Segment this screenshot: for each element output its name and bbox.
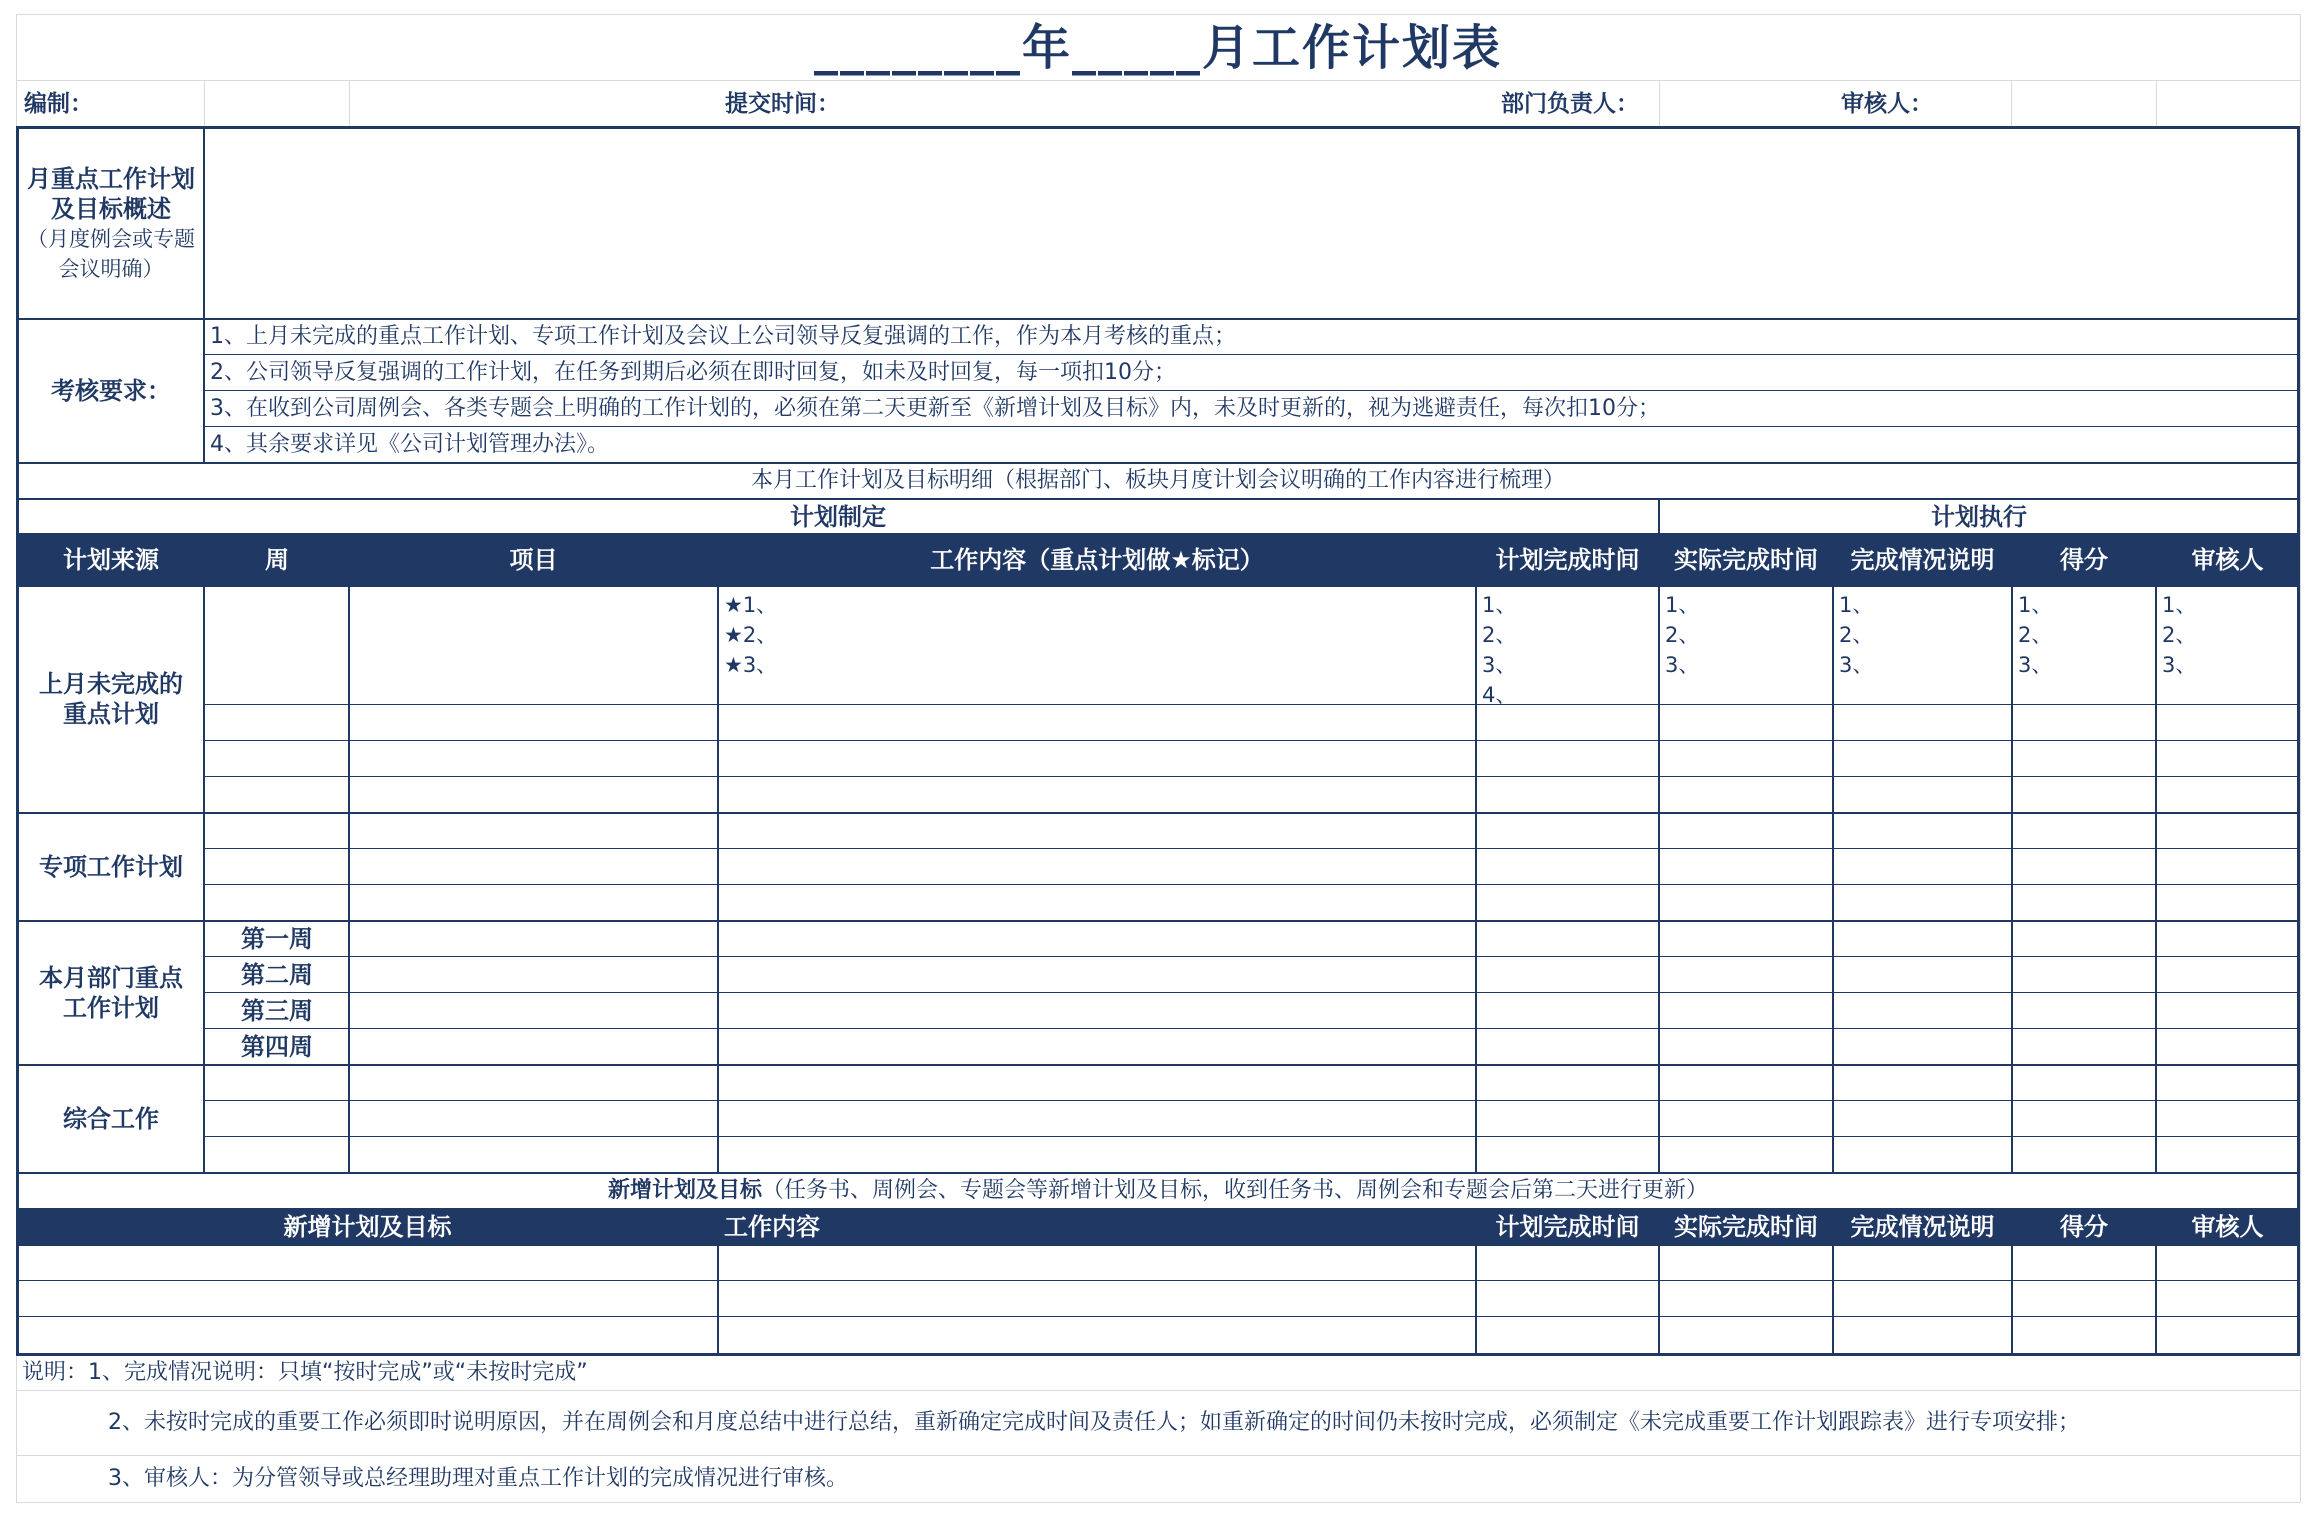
border-line xyxy=(1475,585,1477,1173)
new-col-header-plan-time: 计划完成时间 xyxy=(1477,1210,1658,1244)
border-line xyxy=(203,126,205,462)
reviewer-item: 2、 xyxy=(2162,623,2197,647)
source-general: 综合工作 xyxy=(63,1105,159,1133)
new-plan-caption xyxy=(18,1174,2298,1208)
border-line xyxy=(2011,585,2013,1173)
actual-time-item: 1、 xyxy=(1665,593,1700,617)
plan-group-header: 计划制定 xyxy=(790,503,886,531)
border-line xyxy=(204,1136,2300,1137)
border-line xyxy=(16,920,2300,922)
source-dept-key-text: 本月部门重点工作计划 xyxy=(39,964,183,1022)
actual-time-cell-first[interactable] xyxy=(1660,586,1832,704)
col-header-reviewer: 审核人 xyxy=(2157,535,2298,585)
new-col-header-actual-time: 实际完成时间 xyxy=(1660,1210,1832,1244)
new-col-header-plan: 新增计划及目标 xyxy=(18,1210,717,1244)
border-line xyxy=(16,812,2300,814)
border-line xyxy=(1658,498,1660,534)
col-header-source: 计划来源 xyxy=(18,535,204,585)
source-last-month-text: 上月未完成的重点计划 xyxy=(39,670,183,728)
content-item: ★3、 xyxy=(724,653,778,677)
reviewer-label: 审核人： xyxy=(1841,90,1933,117)
grid-line xyxy=(16,1502,2300,1503)
new-col-header-content: 工作内容 xyxy=(719,1210,1475,1244)
grid-line xyxy=(2300,14,2301,1502)
border-line xyxy=(204,390,2300,391)
grid-line xyxy=(16,80,2300,81)
week-label: 第三周 xyxy=(241,997,313,1025)
assessment-item: 1、上月未完成的重点工作计划、专项工作计划及会议上公司领导反复强调的工作，作为本月考核的重点； xyxy=(210,324,1237,350)
reviewer-item: 3、 xyxy=(2162,653,2197,677)
grid-line xyxy=(2011,80,2012,126)
border-line xyxy=(2155,585,2157,1173)
border-line xyxy=(204,1028,2300,1029)
border-line xyxy=(204,740,2300,741)
new-col-header-status: 完成情况说明 xyxy=(1834,1210,2011,1244)
border-line xyxy=(717,585,719,1173)
overview-content[interactable] xyxy=(206,130,2298,318)
score-cell-first[interactable] xyxy=(2013,586,2155,704)
border-line xyxy=(204,354,2300,355)
grid-line xyxy=(349,80,350,126)
border-line xyxy=(16,1172,2300,1174)
col-header-actual-time: 实际完成时间 xyxy=(1660,535,1832,585)
border-line xyxy=(204,956,2300,957)
overview-label-note: （月度例会或专题会议明确） xyxy=(27,227,195,281)
border-line xyxy=(16,1353,2300,1356)
border-line xyxy=(204,1100,2300,1101)
assessment-item: 4、其余要求详见《公司计划管理办法》。 xyxy=(210,432,609,458)
border-line xyxy=(16,1280,2300,1281)
plan-time-item: 3、 xyxy=(1482,653,1517,677)
plan-time-item: 2、 xyxy=(1482,623,1517,647)
new-plan-caption-note: （任务书、周例会、专题会等新增计划及目标，收到任务书、周例会和专题会后第二天进行更新） xyxy=(762,1178,1709,1204)
content-item: ★2、 xyxy=(724,623,778,647)
col-header-project: 项目 xyxy=(350,535,717,585)
overview-label xyxy=(18,130,204,318)
col-header-score: 得分 xyxy=(2013,535,2155,585)
content-cell-first[interactable] xyxy=(719,586,1475,704)
plan-time-cell-first[interactable] xyxy=(1477,586,1658,704)
border-line xyxy=(16,533,2300,535)
plan-time-item: 4、 xyxy=(1482,683,1517,704)
border-line xyxy=(16,1316,2300,1317)
score-item: 3、 xyxy=(2018,653,2053,677)
border-line xyxy=(16,318,2300,320)
border-line xyxy=(348,585,350,1173)
col-header-week: 周 xyxy=(206,535,348,585)
grid-line xyxy=(16,14,2300,15)
source-last-month xyxy=(18,586,204,812)
border-line xyxy=(16,585,2300,587)
border-line xyxy=(2011,1244,2013,1354)
col-header-plan-time: 计划完成时间 xyxy=(1477,535,1658,585)
new-col-header-reviewer: 审核人 xyxy=(2157,1210,2298,1244)
submit-time-label: 提交时间： xyxy=(725,90,840,117)
reviewer-item: 1、 xyxy=(2162,593,2197,617)
actual-time-item: 3、 xyxy=(1665,653,1700,677)
border-line xyxy=(1658,1244,1660,1354)
source-special: 专项工作计划 xyxy=(39,853,183,881)
border-line xyxy=(204,426,2300,427)
assessment-item: 2、公司领导反复强调的工作计划，在任务到期后必须在即时回复，如未及时回复，每一项扣10分； xyxy=(210,360,1176,386)
new-plan-caption-title: 新增计划及目标 xyxy=(607,1178,762,1204)
grid-line xyxy=(204,80,205,126)
note-line: 2、未按时完成的重要工作必须即时说明原因，并在周例会和月度总结中进行总结，重新确定完成时间及责任人；如重新确定的时间仍未按时完成，必须制定《未完成重要工作计划跟踪表》进行专项安排； xyxy=(108,1410,2081,1436)
border-line xyxy=(1658,585,1660,1173)
week-label: 第二周 xyxy=(241,961,313,989)
new-col-header-score: 得分 xyxy=(2013,1210,2155,1244)
border-line xyxy=(1832,1244,1834,1354)
border-line xyxy=(1832,585,1834,1173)
border-line xyxy=(16,1244,2300,1246)
sheet-title: ________年_____月工作计划表 xyxy=(813,20,1502,76)
actual-time-item: 2、 xyxy=(1665,623,1700,647)
border-line xyxy=(16,462,2300,464)
overview-label-main: 月重点工作计划及目标概述 xyxy=(27,165,195,223)
border-line xyxy=(1475,1244,1477,1354)
reviewer-cell-first[interactable] xyxy=(2157,586,2298,704)
border-line xyxy=(204,704,2300,705)
status-item: 1、 xyxy=(1839,593,1874,617)
note-line: 说明：1、完成情况说明：只填“按时完成”或“未按时完成” xyxy=(22,1360,588,1386)
grid-line xyxy=(2156,80,2157,126)
border-line xyxy=(16,1064,2300,1066)
detail-caption: 本月工作计划及目标明细（根据部门、板块月度计划会议明确的工作内容进行梳理） xyxy=(750,468,1565,494)
border-line xyxy=(16,1208,2300,1210)
week-label: 第四周 xyxy=(241,1033,313,1061)
score-item: 2、 xyxy=(2018,623,2053,647)
grid-line xyxy=(16,1390,2300,1391)
note-line: 3、审核人：为分管领导或总经理助理对重点工作计划的完成情况进行审核。 xyxy=(108,1466,848,1492)
assessment-item: 3、在收到公司周例会、各类专题会上明确的工作计划的，必须在第二天更新至《新增计划及目标》内，未及时更新的，视为逃避责任，每次扣10分； xyxy=(210,396,1660,422)
col-header-content: 工作内容（重点计划做★标记） xyxy=(719,535,1475,585)
week-label: 第一周 xyxy=(241,925,313,953)
assessment-label: 考核要求： xyxy=(51,377,171,405)
border-line xyxy=(16,126,2300,129)
border-line xyxy=(204,884,2300,885)
plan-time-item: 1、 xyxy=(1482,593,1517,617)
border-line xyxy=(2155,1244,2157,1354)
border-line xyxy=(204,776,2300,777)
score-item: 1、 xyxy=(2018,593,2053,617)
exec-group-header: 计划执行 xyxy=(1931,503,2027,531)
status-item: 3、 xyxy=(1839,653,1874,677)
content-item: ★1、 xyxy=(724,593,778,617)
col-header-status: 完成情况说明 xyxy=(1834,535,2011,585)
dept-head-label: 部门负责人： xyxy=(1501,90,1639,117)
border-line xyxy=(204,848,2300,849)
border-line xyxy=(204,992,2300,993)
source-dept-key xyxy=(18,922,204,1064)
compile-label: 编制： xyxy=(24,90,93,117)
border-line xyxy=(16,498,2300,500)
status-item: 2、 xyxy=(1839,623,1874,647)
border-line xyxy=(717,1244,719,1354)
grid-line xyxy=(1659,80,1660,126)
border-line xyxy=(203,585,205,1173)
status-cell-first[interactable] xyxy=(1834,586,2011,704)
